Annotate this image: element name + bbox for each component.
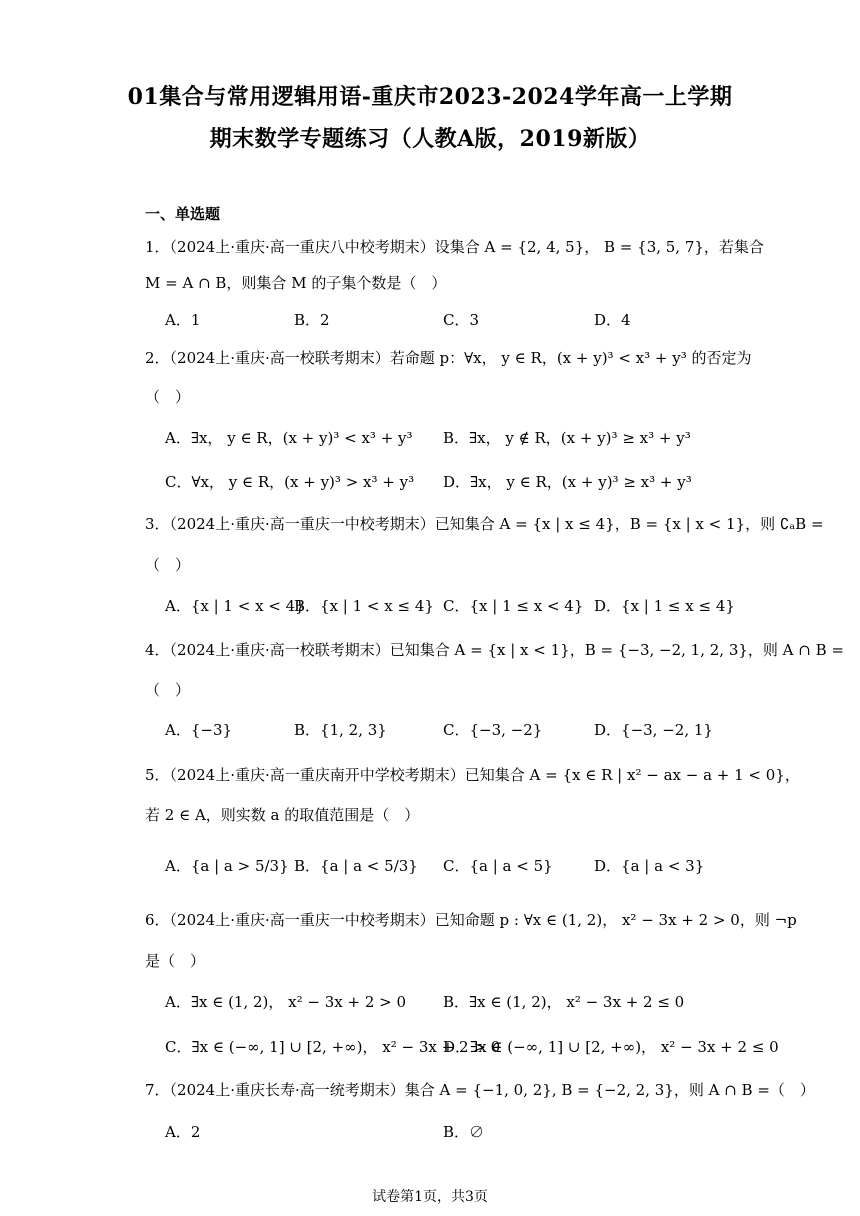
question-7-option-a: A．2 [165, 1123, 201, 1141]
question-6-option-b: B．∃x ∈ (1, 2)， x² − 3x + 2 ≤ 0 [443, 993, 685, 1011]
question-5-option-b: B．{a | a < 5/3} [294, 857, 418, 875]
page-title-line1: 01集合与常用逻辑用语-重庆市2023-2024学年高一上学期 [127, 84, 733, 110]
question-1-option-a: A．1 [165, 311, 201, 329]
question-4-line1: 4．（2024上·重庆·高一校联考期末）已知集合 A = {x | x < 1}，B = {−3, −2, 1, 2, 3}，则 A ∩ B = [145, 641, 844, 659]
question-6-option-a: A．∃x ∈ (1, 2)， x² − 3x + 2 > 0 [165, 993, 407, 1011]
question-4-option-b: B．{1, 2, 3} [294, 721, 387, 739]
question-4-option-a: A．{−3} [165, 721, 233, 739]
question-2-option-d: D．∃x， y ∈ R，(x + y)³ ≥ x³ + y³ [443, 473, 692, 491]
question-3-line2: （ ） [145, 556, 191, 574]
question-1-line1: 1．（2024上·重庆·高一重庆八中校考期末）设集合 A = {2, 4, 5}， B = {3, 5, 7}，若集合 [145, 238, 764, 256]
question-7-option-b: B．∅ [443, 1123, 485, 1141]
question-6-line2: 是（ ） [145, 952, 206, 970]
question-3-line1: 3．（2024上·重庆·高一重庆一中校考期末）已知集合 A = {x | x ≤ 4}，B = {x | x < 1}，则 ∁ₐB = [145, 515, 824, 533]
question-7-line1: 7．（2024上·重庆长寿·高一统考期末）集合 A = {−1, 0, 2}, B = {−2, 2, 3}，则 A ∩ B =（ ） [145, 1081, 815, 1099]
question-1-line2: M = A ∩ B，则集合 M 的子集个数是（ ） [145, 274, 447, 292]
question-2-option-c: C．∀x， y ∈ R，(x + y)³ > x³ + y³ [165, 473, 415, 491]
question-6-line1: 6．（2024上·重庆·高一重庆一中校考期末）已知命题 p : ∀x ∈ (1, 2)， x² − 3x + 2 > 0，则 ¬p [145, 911, 797, 929]
question-5-line2: 若 2 ∈ A，则实数 a 的取值范围是（ ） [145, 806, 420, 824]
question-6-option-d: D．∃x ∈ (−∞, 1] ∪ [2, +∞)， x² − 3x + 2 ≤ 0 [443, 1038, 779, 1056]
question-3-option-c: C．{x | 1 ≤ x < 4} [443, 597, 584, 615]
question-5-option-a: A．{a | a > 5/3} [165, 857, 289, 875]
question-1-option-c: C．3 [443, 311, 480, 329]
question-5-line1: 5．（2024上·重庆·高一重庆南开中学校考期末）已知集合 A = {x ∈ R | x² − ax − a + 1 < 0}， [145, 766, 800, 784]
section-heading: 一、单选题 [145, 205, 221, 223]
question-6-option-c: C．∃x ∈ (−∞, 1] ∪ [2, +∞)， x² − 3x + 2 > 0 [165, 1038, 501, 1056]
question-3-option-a: A．{x | 1 < x < 4} [165, 597, 305, 615]
question-4-option-c: C．{−3, −2} [443, 721, 543, 739]
question-2-option-b: B．∃x， y ∉ R，(x + y)³ ≥ x³ + y³ [443, 429, 691, 447]
question-1-option-b: B．2 [294, 311, 330, 329]
page-title-line2: 期末数学专题练习（人教A版，2019新版） [209, 126, 651, 152]
question-2-line1: 2．（2024上·重庆·高一校联考期末）若命题 p：∀x， y ∈ R，(x + y)³ < x³ + y³ 的否定为 [145, 349, 752, 367]
question-3-option-d: D．{x | 1 ≤ x ≤ 4} [594, 597, 735, 615]
question-2-line2: （ ） [145, 388, 191, 406]
question-1-option-d: D．4 [594, 311, 631, 329]
question-4-option-d: D．{−3, −2, 1} [594, 721, 713, 739]
question-4-line2: （ ） [145, 681, 191, 699]
question-2-option-a: A．∃x， y ∈ R，(x + y)³ < x³ + y³ [165, 429, 413, 447]
question-5-option-c: C．{a | a < 5} [443, 857, 553, 875]
page-footer: 试卷第1页，共3页 [372, 1189, 488, 1205]
question-3-option-b: B．{x | 1 < x ≤ 4} [294, 597, 434, 615]
question-5-option-d: D．{a | a < 3} [594, 857, 705, 875]
